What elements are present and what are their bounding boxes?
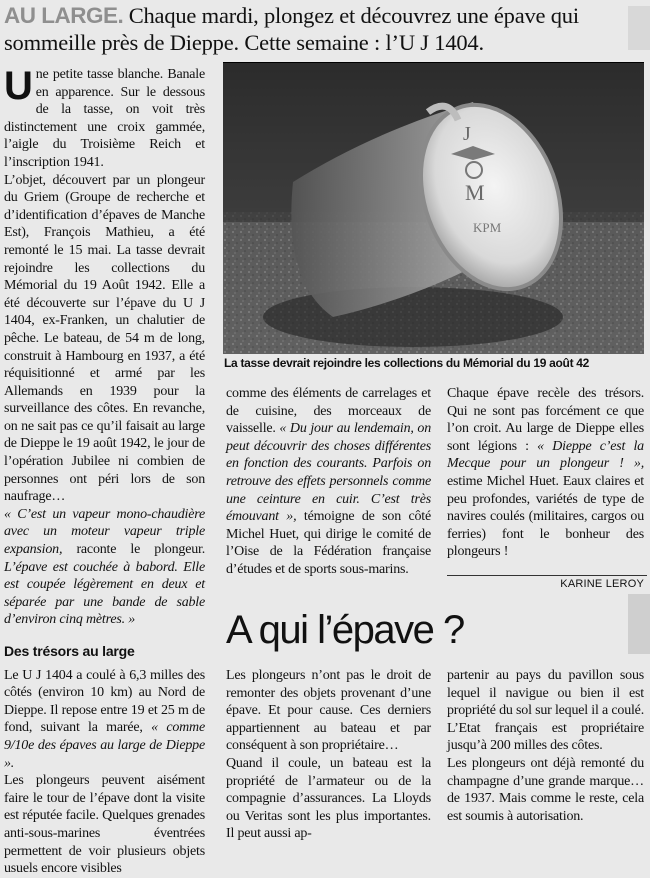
article-paragraph-3-quote: « comme 9/10e des épaves au large de Dieppe ». — [4, 720, 205, 771]
sidebar-title: A qui l’épave ? — [226, 608, 464, 652]
column-3-text-b: estime Michel Huet. Eaux claires et peu profondes, variétés de type de navires coulés (militaires, cargos ou ferries) font le bonheur des plongeurs ! — [447, 473, 644, 560]
column-2-quote: « Du jour au lendemain, on peut découvrir des choses différentes en fonction des courants. Parfois on retrouve des effets personnels comme une ceinture en cuir. C’est très émouvant », — [226, 421, 431, 525]
photo-caption: La tasse devrait rejoindre les collections du Mémorial du 19 août 42 — [224, 356, 590, 370]
cup-mark-j: J — [463, 123, 471, 145]
underwater-cup-photo — [223, 62, 644, 354]
drop-cap: U — [4, 64, 33, 108]
article-paragraph-2: L’objet, découvert par un plongeur du Griem (Groupe de recherche et d’identification d’épaves de Manche Est), François Mathieu, a été remonté le 15 mai. La tasse devrait rejoindre les collections du Mémorial du 19 Août 1942. Elle a été découverte sur l’épave du U J 1404, ex-Franken, un chalutier de pêche. Le bateau, de 54 m de long, construit à Hambourg en 1937, a été réquisitionné et armé par les Allemands en 1939 pour la surveillance des côtes. En revanche, on ne sait pas ce qu’il faisait au large de Dieppe le 19 août 1942, le jour de l’opération Jubilee ni combien de personnes ont péri lors de son naufrage… — [4, 172, 205, 505]
sidebar-column-2 — [447, 667, 644, 825]
subheading-tresors: Des trésors au large — [4, 643, 135, 659]
byline: KARINE LEROY — [560, 578, 644, 590]
column-3-text-a: Chaque épave recèle des trésors. Qui ne sont pas forcément ce que l’on croit. Au large de Dieppe elles sont légions : — [447, 386, 644, 454]
column-2-text-b: témoigne de son côté Michel Huet, qui dirige le comité de l’Oise de la Fédération française d’études et de sports sous-marins. — [226, 509, 431, 577]
diver-quote-attribution: raconte le plongeur. — [62, 542, 205, 558]
sidebar-paragraph-2: Quand il coule, un bateau est la propriété de l’armateur ou de la compagnie d’assurances. La Lloyds ou Veritas sont les plus importantes. Il peut aussi ap- — [226, 755, 431, 842]
article-column-3 — [447, 385, 644, 561]
adjacent-column-edge-lower — [628, 594, 650, 654]
sidebar-paragraph-1: Les plongeurs n’ont pas le droit de remonter des objets provenant d’une épave. Et pour cause. Ces derniers appartiennent au bateau et par conséquent à son propriétaire… — [226, 668, 431, 754]
article-paragraph-3: Le U J 1404 a coulé à 6,3 milles des côtés (environ 10 km) au Nord de Dieppe. Il repose entre 19 et 25 m de fond, suivant la marée, — [4, 667, 205, 736]
byline-divider — [447, 575, 647, 576]
cup-photo-illustration — [223, 62, 644, 354]
article-column-1 — [4, 66, 205, 878]
headline — [4, 2, 644, 56]
column-3-quote: « Dieppe c’est la Mecque pour un plongeur ! », — [447, 438, 644, 472]
cup-mark-m: M — [465, 180, 485, 205]
diver-quote-2: L’épave est couchée à babord. Elle est coupée légèrement en deux et séparée par une bande de sable d’environ cinq mètres. » — [4, 559, 205, 628]
headline-text: Chaque mardi, plongez et découvrez une épave qui sommeille près de Dieppe. Cette semaine : l’U J 1404. — [4, 3, 579, 55]
article-intro: ne petite tasse blanche. Banale en apparence. Sur le dessous de la tasse, on voit très distinctement une croix gammée, l’aigle du Troisième Reich et l’inscription 1941. — [4, 67, 205, 170]
article-paragraph-4: Les plongeurs peuvent aisément faire le tour de l’épave dont la visite est réputée facile. Quelques grenades anti-sous-marines éventrées permettent de voir plusieurs objets usuels encore visibles — [4, 773, 205, 877]
sidebar-paragraph-3: partenir au pays du pavillon sous lequel il navigue ou bien il est propriété du sol sur lequel il a coulé. L’Etat français est propriétaire jusqu’à 200 milles des côtes. — [447, 668, 644, 754]
sidebar-column-1 — [226, 667, 431, 843]
column-2-text-a: comme des éléments de carrelages et de cuisine, des morceaux de vaisselle. — [226, 386, 431, 437]
sidebar-paragraph-4: Les plongeurs ont déjà remonté du champagne d’une grande marque… de 1937. Mais comme le reste, cela est soumis à autorisation. — [447, 755, 644, 824]
diver-quote-1: « C’est un vapeur mono-chaudière avec un moteur vapeur triple expansion, — [4, 506, 205, 558]
article-column-2 — [226, 385, 431, 579]
cup-mark-kpm: KPM — [473, 220, 502, 235]
headline-kicker: AU LARGE. — [4, 3, 124, 28]
